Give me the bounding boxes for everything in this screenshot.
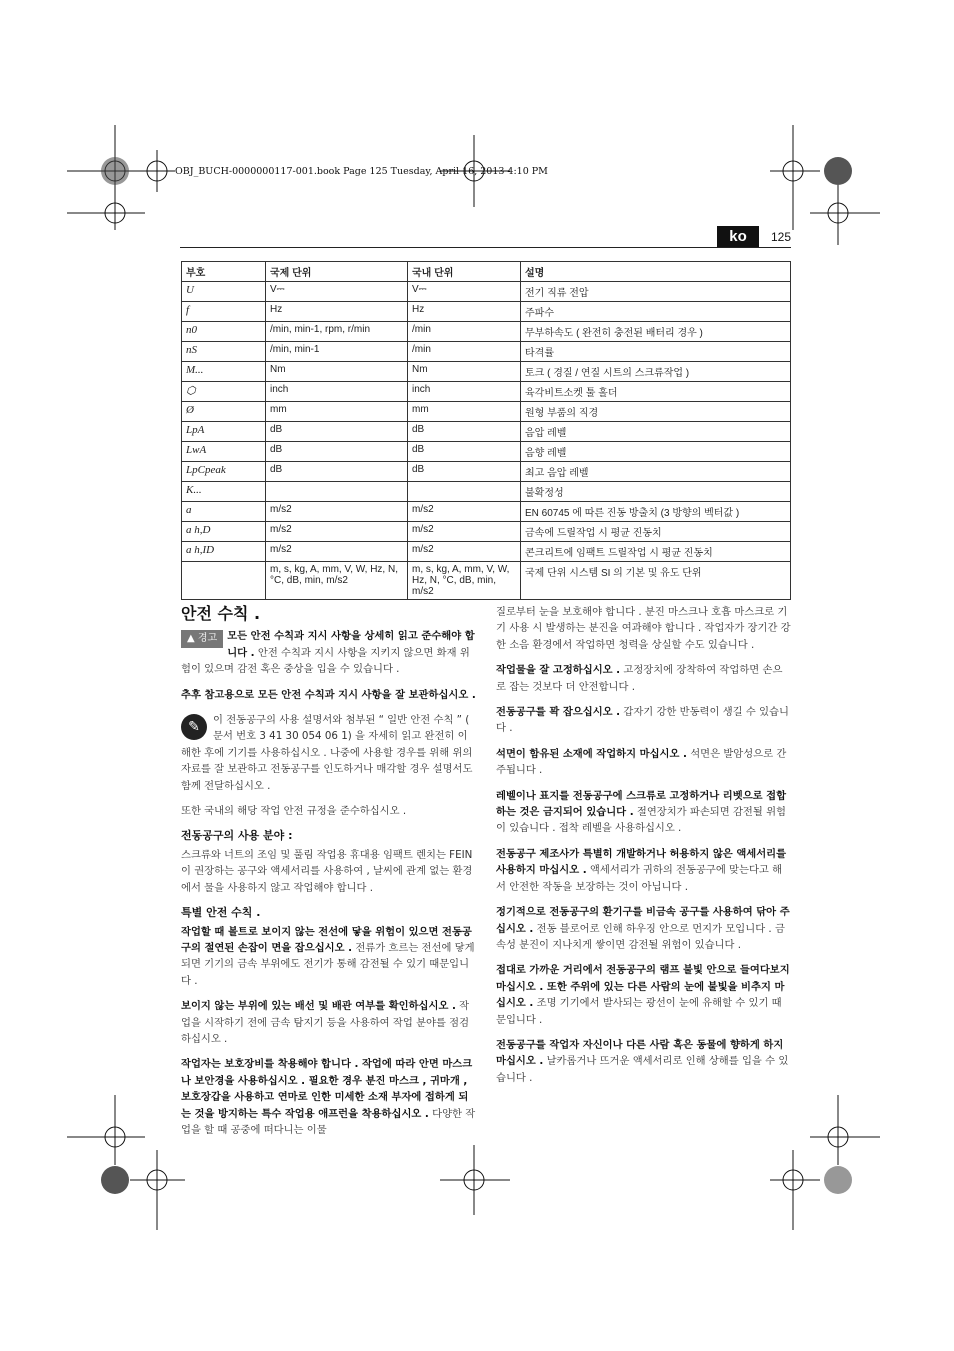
- table-cell: 최고 음압 레벨: [521, 462, 791, 482]
- table-cell: /min, min-1: [266, 342, 408, 362]
- keep-instructions-paragraph: 추후 참고용으로 모든 안전 수칙과 지시 사항을 잘 보관하십시오 .: [181, 688, 476, 701]
- safety-item: 접대로 가까운 거리에서 전동공구의 램프 불빛 안으로 들여다보지 마십시오 . 또한 주위에 있는 다른 사람의 눈에 불빛을 비추지 마십시오 . 조명 기기에서 발사되는 광선이 눈에 유해할 수 있기 때문입니다 .: [496, 964, 790, 1026]
- table-header-cell: 부호: [182, 262, 266, 282]
- left-column: [181, 606, 477, 1147]
- table-row: [182, 342, 791, 362]
- warning-paragraph: ▲ 경고 모든 안전 수칙과 지시 사항을 상세히 읽고 준수해야 합니다 . 안전 수칙과 지시 사항을 지키지 않으면 화재 위험이 있으며 감전 혹은 중상을 입을 수 있습니다 .: [181, 630, 475, 676]
- table-cell: 타격률: [521, 342, 791, 362]
- table-row: [182, 382, 791, 402]
- table-cell: 음향 레벨: [521, 442, 791, 462]
- table-cell: 주파수: [521, 302, 791, 322]
- table-cell: dB: [266, 422, 408, 442]
- table-cell: Hz: [408, 302, 521, 322]
- table-row: [182, 322, 791, 342]
- crosshair-icon: [67, 203, 145, 223]
- table-row: [182, 542, 791, 562]
- manual-paragraph: ✎ 이 전동공구의 사용 설명서와 첨부된 “ 일반 안전 수칙 ” ( 문서 번호 3 41 30 054 06 1) 을 자세히 읽고 완전히 이해한 후에 기기를 사용하십시오 . 나중에 사용할 경우를 위해 위의 자료를 잘 보관하고 전동공구를 인도하거나 매각할 경우 설명서도 함께 전달하십시오 .: [181, 714, 473, 792]
- table-cell: 토크 ( 경질 / 연질 시트의 스크류작업 ): [521, 362, 791, 382]
- table-row: [182, 482, 791, 502]
- table-cell: [408, 482, 521, 502]
- table-row: [182, 462, 791, 482]
- table-row: [182, 522, 791, 542]
- table-cell: m/s2: [408, 502, 521, 522]
- table-row: [182, 442, 791, 462]
- table-cell: 콘크리트에 임팩트 드릴작업 시 평균 진동치: [521, 542, 791, 562]
- safety-item: 작업물을 잘 고정하십시오 . 고정장치에 장착하여 작업하면 손으로 잡는 것보다 더 안전합니다 .: [496, 664, 783, 693]
- file-info-line: OBJ_BUCH-0000000117-001.book Page 125 Tuesday, April 16, 2013 4:10 PM: [175, 166, 548, 177]
- crosshair-icon: [67, 1095, 145, 1165]
- table-row: [182, 422, 791, 442]
- crosshair-icon: [810, 1095, 880, 1165]
- symbol-table: [181, 261, 791, 600]
- crosshair-icon: [770, 125, 820, 230]
- table-cell: /min: [408, 322, 521, 342]
- table-cell: EN 60745 에 따른 진동 방출치 (3 방향의 벡터값 ): [521, 502, 791, 522]
- symbol-cell: U: [182, 282, 266, 302]
- symbol-cell: ⬡: [182, 382, 266, 402]
- table-row: [182, 282, 791, 302]
- table-cell: mm: [408, 402, 521, 422]
- table-row: [182, 502, 791, 522]
- table-cell: dB: [408, 422, 521, 442]
- table-header-row: [182, 262, 791, 282]
- symbol-cell: LpA: [182, 422, 266, 442]
- language-badge: ko: [717, 226, 759, 248]
- symbol-cell: nS: [182, 342, 266, 362]
- regulation-paragraph: 또한 국내의 해당 작업 안전 규정을 준수하십시오 .: [181, 805, 407, 818]
- symbol-cell: M...: [182, 362, 266, 382]
- crosshair-icon: [440, 1145, 510, 1215]
- table-cell: 육각비트소켓 툴 홀더: [521, 382, 791, 402]
- table-cell: 음압 레벨: [521, 422, 791, 442]
- usage-heading: 전동공구의 사용 분야 :: [181, 829, 293, 843]
- table-cell: mm: [266, 402, 408, 422]
- section-title: 안전 수칙 .: [181, 604, 261, 623]
- table-cell: 원형 부품의 직경: [521, 402, 791, 422]
- symbol-cell: LpCpeak: [182, 462, 266, 482]
- table-cell: m, s, kg, A, mm, V, W, Hz, N, °C, dB, min, m/s2: [266, 562, 408, 600]
- symbol-cell: a: [182, 502, 266, 522]
- right-column: [496, 604, 791, 1095]
- safety-item: 정기적으로 전동공구의 환기구를 비금속 공구를 사용하여 닦아 주십시오 . 전동 블로어로 인해 하우징 안으로 먼지가 모입니다 . 금속성 분진이 지나치게 쌓이면 감전될 위험이 있습니다 .: [496, 906, 790, 951]
- table-header-cell: 설명: [521, 262, 791, 282]
- table-row: [182, 402, 791, 422]
- table-cell: dB: [408, 462, 521, 482]
- table-cell: [266, 482, 408, 502]
- safety-item: 전동공구를 작업자 자신이나 다른 사람 혹은 동물에 향하게 하지 마십시오 . 날카롭거나 뜨거운 액세서리로 인해 상해를 입을 수 있습니다 .: [496, 1038, 789, 1084]
- safety-item: 작업자는 보호장비를 착용해야 합니다 . 작업에 따라 안면 마스크나 보안경을 사용하십시오 . 필요한 경우 분진 마스크 , 귀마개 , 보호장갑을 사용하고 연마로 인한 미세한 소재 부자에 접하게 되는 것을 방지하는 특수 작업용 애프런을 착용하십시오 . 다양한 작업을 할 때 공중에 떠다니는 이물: [181, 1058, 476, 1136]
- table-cell: m/s2: [266, 502, 408, 522]
- read-manual-icon: ✎: [181, 714, 207, 740]
- crosshair-icon: [770, 1150, 820, 1230]
- table-cell: 불확정성: [521, 482, 791, 502]
- table-cell: dB: [408, 442, 521, 462]
- table-header-cell: 국내 단위: [408, 262, 521, 282]
- table-cell: Hz: [266, 302, 408, 322]
- safety-item: 전동공구를 꽉 잡으십시오 . 갑자기 강한 반동력이 생길 수 있습니다 .: [496, 706, 789, 735]
- table-cell: m/s2: [408, 542, 521, 562]
- safety-item: 보이지 않는 부위에 있는 배선 및 배관 여부를 확인하십시오 . 작업을 시작하기 전에 금속 탐지기 등을 사용하여 작업 분야를 점검하십시오 .: [181, 1000, 470, 1045]
- table-cell: m, s, kg, A, mm, V, W, Hz, N, °C, dB, min, m/s2: [408, 562, 521, 600]
- symbol-cell: K...: [182, 482, 266, 502]
- table-cell: m/s2: [266, 522, 408, 542]
- page-number: 125: [771, 230, 792, 244]
- warning-badge: ▲ 경고: [181, 630, 223, 648]
- symbol-cell: [182, 562, 266, 600]
- safety-item: 작업할 때 볼트로 보이지 않는 전선에 닿을 위험이 있으면 전동공구의 절연된 손잡이 면을 잡으십시오 . 전류가 흐르는 전선에 닿게되면 기기의 금속 부위에도 전기가 통해 감전될 수 있기 때문입니다 .: [181, 925, 475, 987]
- table-cell: m/s2: [408, 522, 521, 542]
- crosshair-icon: [130, 1150, 185, 1230]
- safety-item: 레벨이나 표지를 전동공구에 스크류로 고정하거나 리벳으로 접합하는 것은 금지되어 있습니다 . 절연장치가 파손되면 감전될 위험이 있습니다 . 접착 레벨을 사용하십시오 .: [496, 789, 787, 835]
- table-cell: 무부하속도 ( 완전히 충전된 배터리 경우 ): [521, 322, 791, 342]
- table-cell: V⎓: [266, 282, 408, 302]
- special-safety-heading: 특별 안전 수칙 .: [181, 906, 261, 920]
- table-cell: Nm: [266, 362, 408, 382]
- symbol-cell: Ø: [182, 402, 266, 422]
- symbol-cell: a h,D: [182, 522, 266, 542]
- table-row: [182, 562, 791, 600]
- safety-item: 전동공구 제조사가 특별히 개발하거나 허용하지 않은 액세서리를 사용하지 마십시오 . 액세서리가 귀하의 전동공구에 맞는다고 해서 안전한 작동을 보장하는 것이 아닙니다 .: [496, 847, 787, 893]
- symbol-cell: a h,ID: [182, 542, 266, 562]
- table-cell: inch: [266, 382, 408, 402]
- table-cell: m/s2: [266, 542, 408, 562]
- table-header-cell: 국제 단위: [266, 262, 408, 282]
- table-cell: 금속에 드릴작업 시 평균 진동치: [521, 522, 791, 542]
- table-row: [182, 302, 791, 322]
- symbol-cell: n0: [182, 322, 266, 342]
- safety-item: 석면이 함유된 소재에 작업하지 마십시오 . 석면은 발암성으로 간주됩니다 .: [496, 747, 787, 777]
- table-cell: /min: [408, 342, 521, 362]
- table-row: [182, 362, 791, 382]
- table-cell: 전기 직류 전압: [521, 282, 791, 302]
- symbol-cell: LwA: [182, 442, 266, 462]
- table-cell: 국제 단위 시스템 SI 의 기본 및 유도 단위: [521, 562, 791, 600]
- table-cell: dB: [266, 442, 408, 462]
- safety-item: 질로부터 눈을 보호해야 합니다 . 분진 마스크나 호흡 마스크로 기기 사용 시 발생하는 분진을 여과해야 합니다 . 작업자가 장기간 강한 소음 환경에서 작업하면 청력을 상실할 수도 있습니다 .: [496, 606, 791, 651]
- header-rule: [180, 247, 791, 248]
- usage-paragraph: 스크류와 너트의 조임 및 풀림 작업용 휴대용 임팩트 렌치는 FEIN 이 권장하는 공구와 액세서리를 사용하여 , 날씨에 관계 없는 환경에서 물을 사용하지 않고 작업해야 합니다 .: [181, 848, 473, 894]
- table-cell: inch: [408, 382, 521, 402]
- symbol-cell: f: [182, 302, 266, 322]
- table-cell: V⎓: [408, 282, 521, 302]
- table-cell: /min, min-1, rpm, r/min: [266, 322, 408, 342]
- table-cell: Nm: [408, 362, 521, 382]
- table-cell: dB: [266, 462, 408, 482]
- crosshair-icon: [810, 185, 880, 245]
